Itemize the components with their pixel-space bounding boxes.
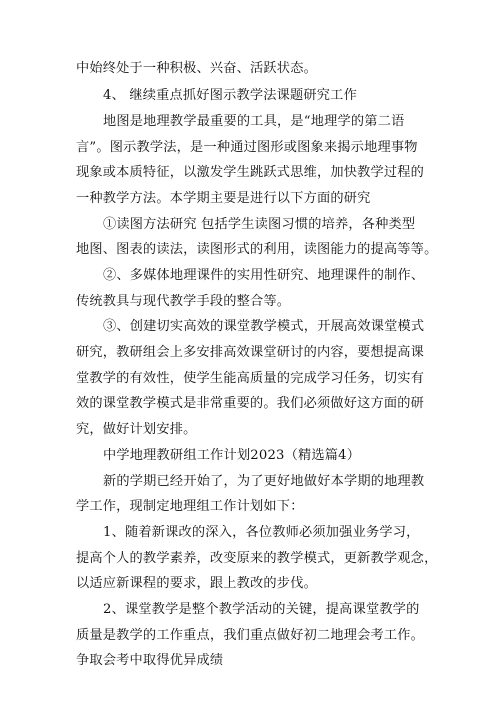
paragraph-line: 以适应新课程的要求，跟上教改的步伐。 bbox=[76, 576, 317, 591]
paragraph-line: 言”。图示教学法，是一种通过图形或图象来揭示地理事物 bbox=[76, 140, 418, 155]
paragraph-line: 争取会考中取得优异成绩 bbox=[76, 653, 224, 668]
section-heading: 4、 继续重点抓好图示教学法课题研究工作 bbox=[103, 88, 357, 103]
paragraph-line: 1、随着新课改的深入，各位教师必须加强业务学习， bbox=[103, 525, 420, 540]
paragraph-line: 研究，教研组会上多安排高效课堂研讨的内容，要想提高课 bbox=[76, 345, 425, 360]
paragraph-line: 质量是教学的工作重点，我们重点做好初二地理会考工作。 bbox=[76, 628, 425, 643]
paragraph-line: ②、多媒体地理课件的实用性研究、地理课件的制作、 bbox=[103, 268, 425, 283]
section-title: 中学地理教研组工作计划2023（精选篇4） bbox=[103, 448, 361, 463]
paragraph-line: 提高个人的教学素养，改变原来的教学模式，更新教学观念， bbox=[76, 551, 438, 566]
paragraph-line: 中始终处于一种积极、兴奋、活跃状态。 bbox=[76, 61, 317, 76]
paragraph-line: ③、创建切实高效的课堂教学模式，开展高效课堂模式 bbox=[103, 319, 425, 334]
paragraph-line: 新的学期已经开始了，为了更好地做好本学期的地理教 bbox=[103, 474, 425, 489]
paragraph-line: 地图、图表的读法，读图形式的利用，读图能力的提高等等。 bbox=[76, 242, 438, 257]
paragraph-line: 现象或本质特征，以激发学生跳跃式思维，加快教学过程的 bbox=[76, 165, 425, 180]
paragraph-line: 一种教学方法。本学期主要是进行以下方面的研究 bbox=[76, 191, 371, 206]
paragraph-line: ①读图方法研究 包括学生读图习惯的培养，各种类型 bbox=[103, 217, 416, 232]
paragraph-line: 堂教学的有效性，使学生能高质量的完成学习任务，切实有 bbox=[76, 371, 425, 386]
paragraph-line: 2、课堂教学是整个教学活动的关键，提高课堂教学的 bbox=[103, 602, 420, 617]
paragraph-line: 学工作，现制定地理组工作计划如下： bbox=[76, 499, 304, 514]
paragraph-line: 传统教具与现代教学手段的整合等。 bbox=[76, 294, 291, 309]
paragraph-line: 究，做好计划安排。 bbox=[76, 422, 197, 437]
paragraph-line: 效的课堂教学模式是非常重要的。我们必须做好这方面的研 bbox=[76, 396, 425, 411]
paragraph-line: 地图是地理教学最重要的工具，是“地理学的第二语 bbox=[103, 114, 405, 129]
